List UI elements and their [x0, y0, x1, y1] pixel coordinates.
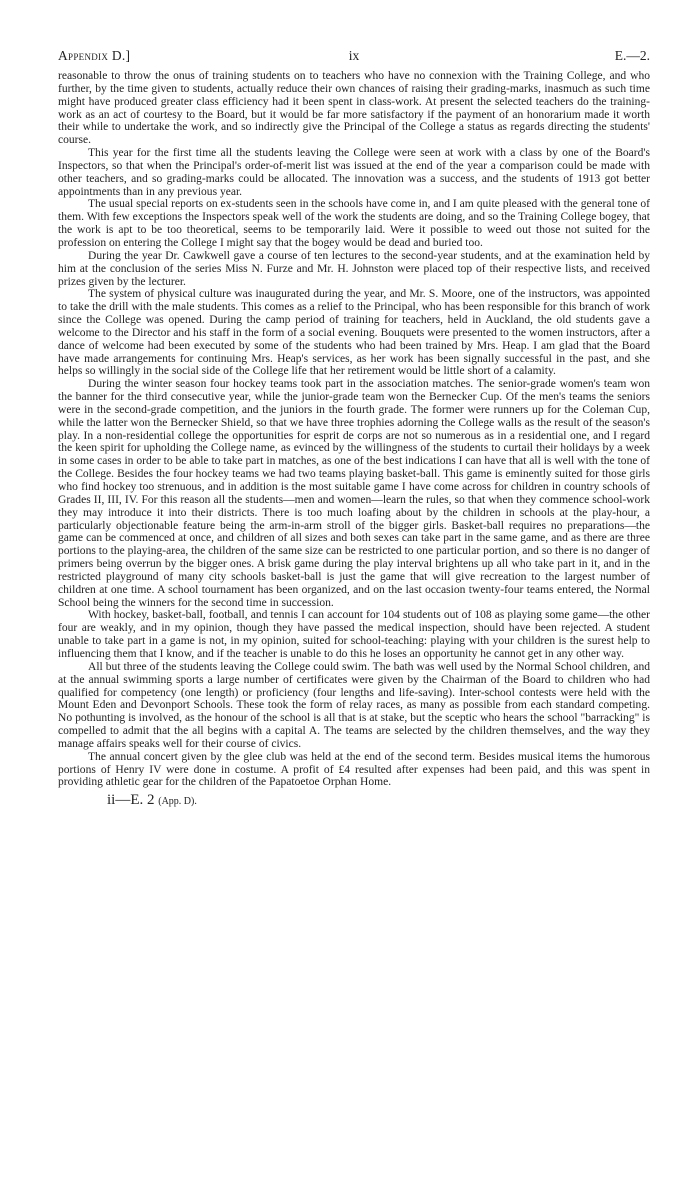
document-page — [58, 48, 650, 809]
paragraph: The usual special reports on ex-students seen in the schools have come in, and I am quite pleased with the general tone of them. With few exceptions the Inspectors speak well of the work the students are doing, and so the Training College bogey, that the work is apt to be too theoretical, seems to be temporarily laid. Were it possible to weed out those not suited for the profession on entering the College I might say that the bogey would be dead and buried too. — [58, 198, 650, 249]
header-appendix-label: Appendix D.] — [58, 48, 131, 63]
signature-mark-main: ii—E. 2 — [107, 792, 155, 809]
header-document-code: E.—2. — [614, 48, 650, 63]
paragraph: During the year Dr. Cawkwell gave a course of ten lectures to the second-year students, and at the examination held by him at the conclusion of the series Miss N. Furze and Mr. H. Johnston were placed top of their respective lists, and received prizes given by the lecturer. — [58, 249, 650, 288]
paragraph: reasonable to throw the onus of training students on to teachers who have no connexion with the Training College, and who further, by the time given to students, actually reduce their own chances of raising their grading-marks, inasmuch as such time might have produced greater class efficiency had it been spent in class-work. At present the selected teachers do the training-work as an act of courtesy to the Board, but it would be far more satisfactory if the payment of an honorarium made it worth their while to undertake the work, and so indirectly give the Principal of the College a status as regards directing the students' course. — [58, 70, 650, 147]
page-number: ix — [348, 48, 360, 63]
paragraph: This year for the first time all the students leaving the College were seen at work with a class by one of the Board's Inspectors, so that when the Principal's order-of-merit list was issued at the end of the year a comparison could be made with other teachers, and so grading-marks could be allocated. The innovation was a success, and the students of 1913 got better appointments than in any previous year. — [58, 147, 650, 198]
paragraph: All but three of the students leaving the College could swim. The bath was well used by the Normal School children, and at the annual swimming sports a large number of certificates were given by the Chairman of the Board to children who had qualified for competency (one length) or proficiency (four lengths and life-saving). Inter-school contests were held with the Mount Eden and Devonport Schools. These took the form of relay races, as many as possible from each standard competing. No pothunting is involved, as the honour of the school is all that is at stake, but the sceptic who hears the school "barracking" is compelled to admit that the all begins with a capital A. The teams are selected by the children themselves, and the way they manage affairs speaks well for their course of civics. — [58, 660, 650, 750]
paragraph: The system of physical culture was inaugurated during the year, and Mr. S. Moore, one of the instructors, was appointed to take the drill with the male students. This comes as a relief to the Principal, who has been responsible for this branch of work since the College was opened. During the camp period of training for teachers, held in Auckland, the old students gave a welcome to the Director and his staff in the form of a social evening. Bouquets were presented to the women instructors, after a dance of welcome had been executed by some of the students who had been trained by Mrs. Heap. I am glad that the Board have made arrangements for continuing Mrs. Heap's services, as her work has been signally successful in the past, and she helps so willingly in the social side of the College life that her retirement would be little short of a calamity. — [58, 288, 650, 378]
paragraph: With hockey, basket-ball, football, and tennis I can account for 104 students out of 108 as playing some game—the other four are weakly, and in my opinion, though they have passed the medical inspection, should have been rejected. A student unable to take part in a game is not, in my opinion, suited for school-teaching: playing with your children is the surest help to influencing them that I know, and if the teacher is unable to do this he loses an opportunity he cannot get in any other way. — [58, 609, 650, 660]
paragraph: The annual concert given by the glee club was held at the end of the second term. Besides musical items the humorous portions of Henry IV were done in costume. A profit of £4 resulted after expenses had been paid, and this was spent in providing athletic gear for the children of the Papatoetoe Orphan Home. — [58, 750, 650, 789]
signature-mark — [107, 792, 650, 809]
paragraph: During the winter season four hockey teams took part in the association matches. The senior-grade women's team won the banner for the third consecutive year, while the junior-grade team won the Bernecker Cup. Of the men's teams the seniors were in the second-grade competition, and the juniors in the fourth grade. The former were runners up for the Coleman Cup, while the latter won the Bernecker Shield, so that we have three trophies adorning the College walls as the result of the season's play. In a non-residential college the opportunities for esprit de corps are not so numerous as in a residential one, and I regard the keen spirit for upholding the College name, as evinced by the willingness of the students to curtail their holidays by a week in some cases in order to be able to take part in matches, as one of the best indications I can have that all is well with the tone of the College. Besides the four hockey teams we had two teams playing basket-ball. This game is eminently suited for those girls who find hockey too strenuous, and in addition is the most suitable game I have come across for children in country schools of Grades II, III, IV. For this reason all the students—men and women—learn the rules, so that when they commence school-work they may introduce it into their districts. There is too much loafing about by the children in schools at the play-hour, a particularly objectionable feature being the arm-in-arm stroll of the bigger girls. Basket-ball requires no preparations—the game can be commenced at once, and children of all sizes and both sexes can take part in the same game, and as there are three portions to the playing-area, the children of the same size can be restricted to one particular portion, and so there is no danger of primers being overrun by the bigger ones. A brisk game during the play interval brightens up all who take part in it, and in the restricted playground of many city schools basket-ball is just the game that will give recreation to the largest number of children at one time. A school tournament has been organized, and on the last occasion twenty-four teams entered, the Normal School being the winners for the second time in succession. — [58, 378, 650, 609]
report-body — [58, 70, 650, 789]
signature-mark-appendix: (App. D). — [158, 796, 197, 808]
page-header — [58, 48, 650, 68]
